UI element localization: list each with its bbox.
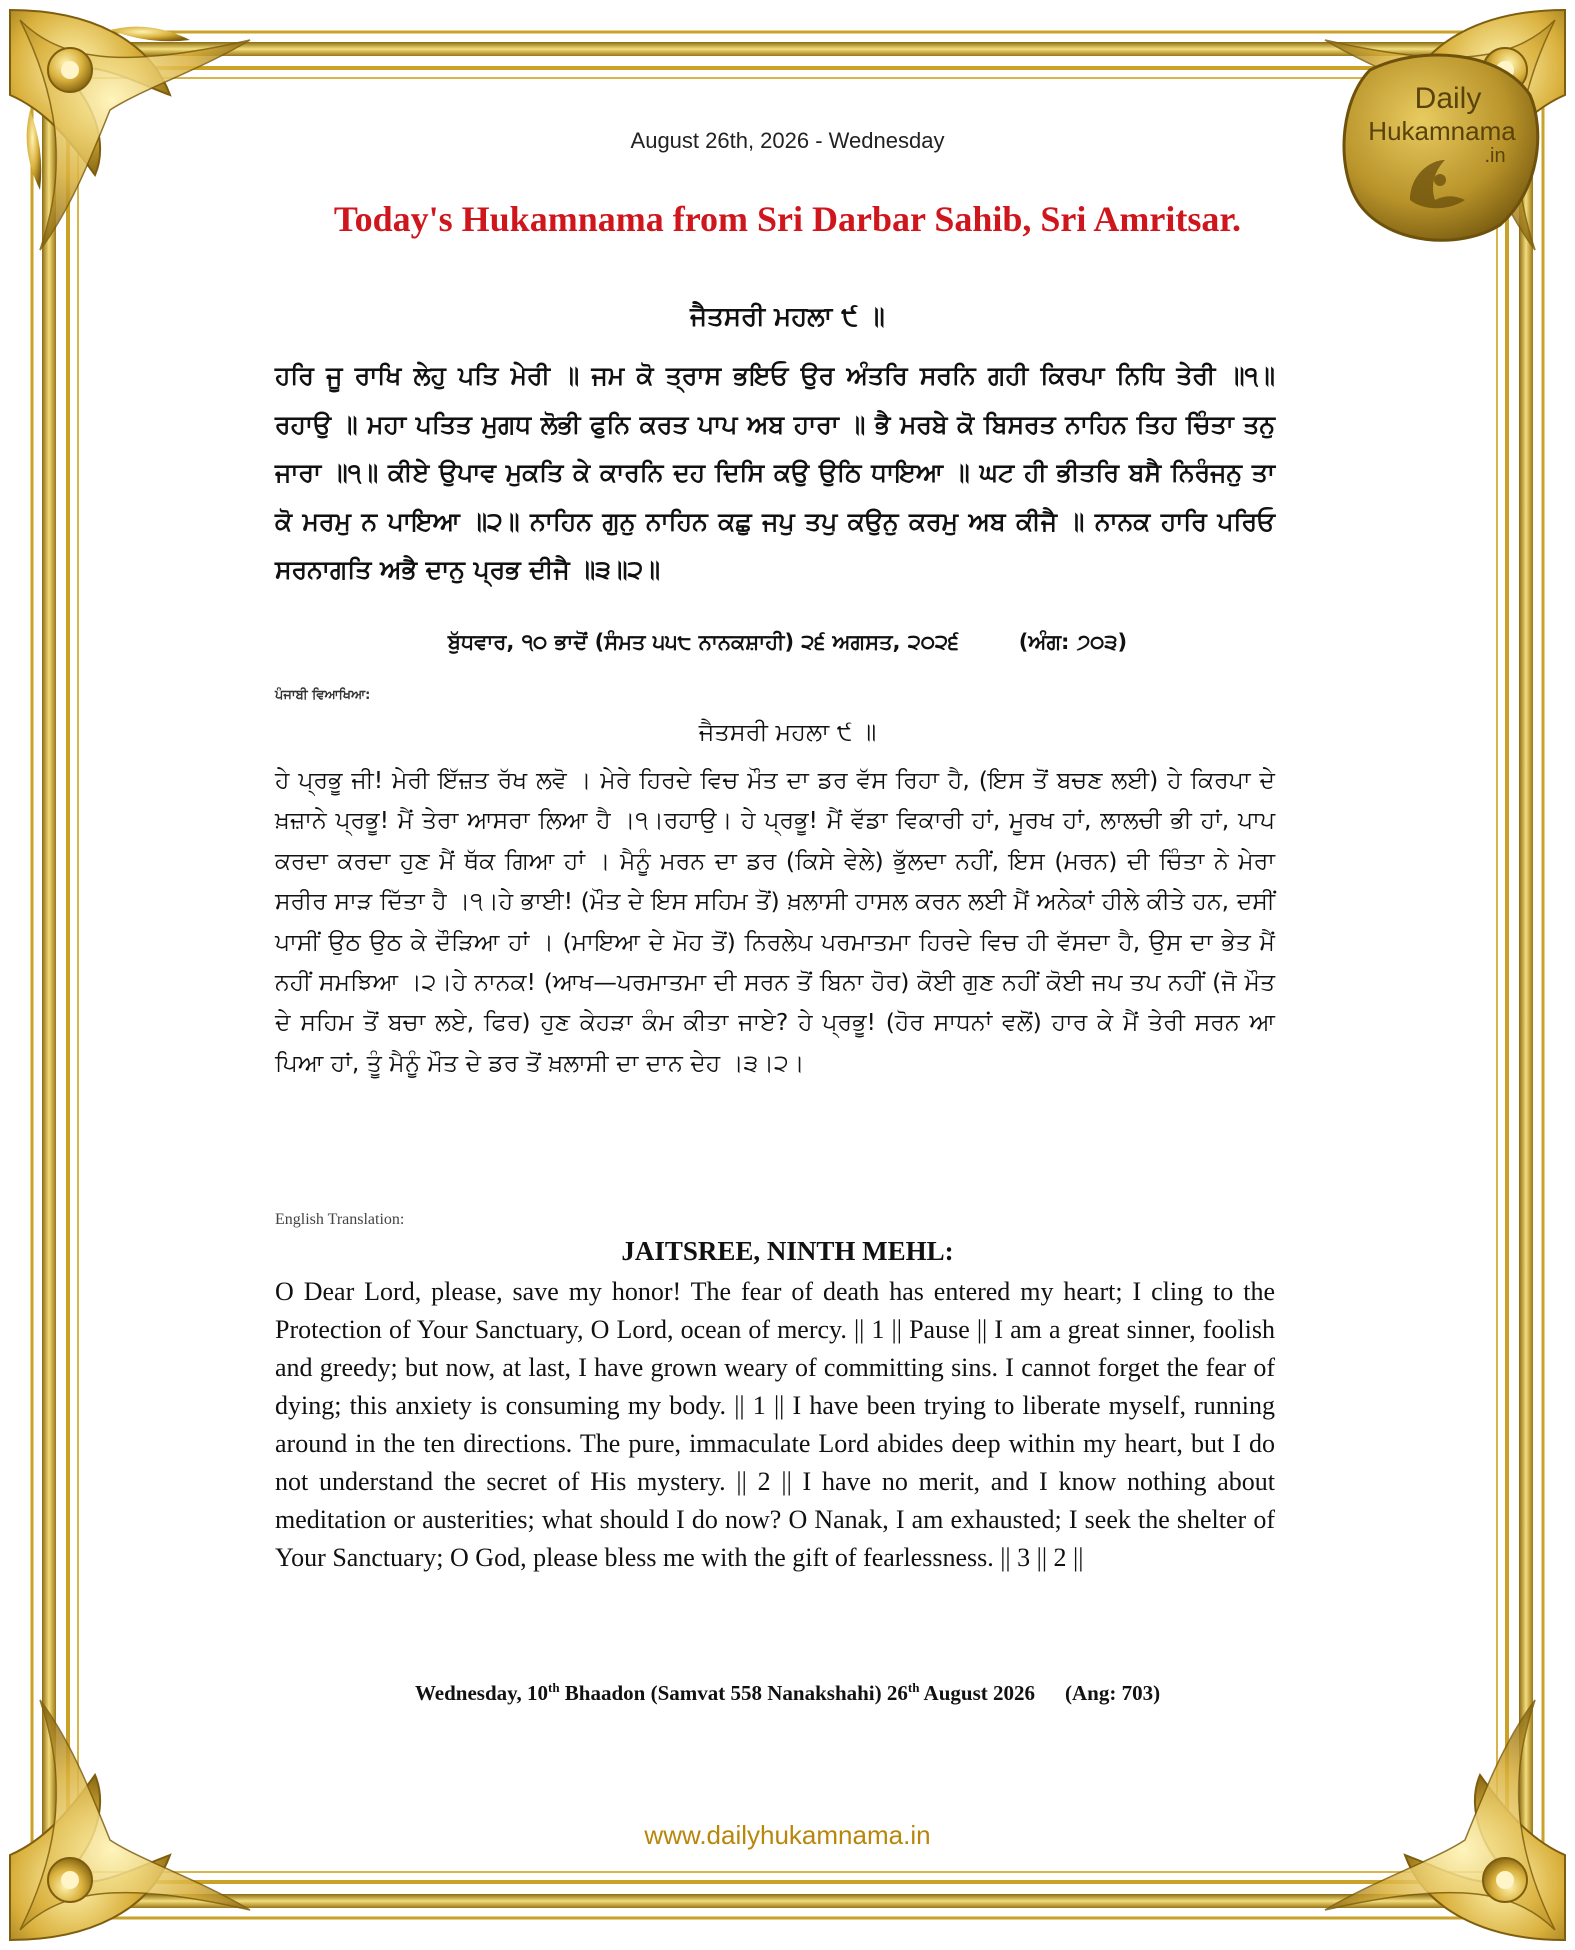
english-date-mid: Bhaadon (Samvat 558 Nanakshahi) 26 [559, 1681, 908, 1705]
english-translation-label: English Translation: [275, 1211, 405, 1228]
gurbani-text: ਹਰਿ ਜੂ ਰਾਖਿ ਲੇਹੁ ਪਤਿ ਮੇਰੀ ॥ ਜਮ ਕੋ ਤ੍ਰਾਸ ਭਇਓ ਉਰ ਅੰਤਰਿ ਸਰਨਿ ਗਹੀ ਕਿਰਪਾ ਨਿਧਿ ਤੇਰੀ ॥੧॥ ਰਹਾਉ ॥ ਮਹਾ ਪਤਿਤ ਮੁਗਧ ਲੋਭੀ ਫੁਨਿ ਕਰਤ ਪਾਪ ਅਬ ਹਾਰਾ ॥ ਭੈ ਮਰਬੇ ਕੋ ਬਿਸਰਤ ਨਾਹਿਨ ਤਿਹ ਚਿੰਤਾ ਤਨੁ ਜਾਰਾ ॥੧॥ ਕੀਏ ਉਪਾਵ ਮੁਕਤਿ ਕੇ ਕਾਰਨਿ ਦਹ ਦਿਸਿ ਕਉ ਉਠਿ ਧਾਇਆ ॥ ਘਟ ਹੀ ਭੀਤਰਿ ਬਸੈ ਨਿਰੰਜਨੁ ਤਾ ਕੋ ਮਰਮੁ ਨ ਪਾਇਆ ॥੨॥ ਨਾਹਿਨ ਗੁਨੁ ਨਾਹਿਨ ਕਛੁ ਜਪੁ ਤਪੁ ਕਉਨੁ ਕਰਮੁ ਅਬ ਕੀਜੈ ॥ ਨਾਨਕ ਹਾਰਿ ਪਰਿਓ ਸਰਨਾਗਤਿ ਅਭੈ ਦਾਨੁ ਪ੍ਰਭ ਦੀਜੈ ॥੩॥੨॥ [275, 361, 1275, 584]
page-title: Today's Hukamnama from Sri Darbar Sahib, Sri Amritsar. [333, 199, 1242, 239]
english-translation-heading: JAITSREE, NINTH MEHL: [621, 1236, 954, 1266]
gurbani-heading: ਜੈਤਸਰੀ ਮਹਲਾ ੯ ॥ [690, 302, 885, 332]
gurbani-ang: (ਅੰਗ: ੭੦੩) [1018, 630, 1128, 654]
punjabi-explanation-heading: ਜੈਤਸਰੀ ਮਹਲਾ ੯ ॥ [698, 718, 877, 746]
gurbani-date-line [0, 630, 1575, 655]
english-date-day: Wednesday, 10 [414, 1681, 548, 1705]
website-url[interactable]: www.dailyhukamnama.in [644, 1820, 931, 1850]
seal-text-in: .in [1484, 145, 1506, 167]
english-date-line [0, 1680, 1575, 1706]
english-date-end: August 2026 [919, 1681, 1035, 1705]
english-date-sup-1: th [547, 1680, 560, 1695]
punjabi-explanation-text: ਹੇ ਪ੍ਰਭੂ ਜੀ! ਮੇਰੀ ਇੱਜ਼ਤ ਰੱਖ ਲਵੋ । ਮੇਰੇ ਹਿਰਦੇ ਵਿਚ ਮੌਤ ਦਾ ਡਰ ਵੱਸ ਰਿਹਾ ਹੈ, (ਇਸ ਤੋਂ ਬਚਣ ਲਈ) ਹੇ ਕਿਰਪਾ ਦੇ ਖ਼ਜ਼ਾਨੇ ਪ੍ਰਭੂ! ਮੈਂ ਤੇਰਾ ਆਸਰਾ ਲਿਆ ਹੈ ।੧।ਰਹਾਉ। ਹੇ ਪ੍ਰਭੂ! ਮੈਂ ਵੱਡਾ ਵਿਕਾਰੀ ਹਾਂ, ਮੂਰਖ ਹਾਂ, ਲਾਲਚੀ ਭੀ ਹਾਂ, ਪਾਪ ਕਰਦਾ ਕਰਦਾ ਹੁਣ ਮੈਂ ਥੱਕ ਗਿਆ ਹਾਂ । ਮੈਨੂੰ ਮਰਨ ਦਾ ਡਰ (ਕਿਸੇ ਵੇਲੇ) ਭੁੱਲਦਾ ਨਹੀਂ, ਇਸ (ਮਰਨ) ਦੀ ਚਿੰਤਾ ਨੇ ਮੇਰਾ ਸਰੀਰ ਸਾੜ ਦਿੱਤਾ ਹੈ ।੧।ਹੇ ਭਾਈ! (ਮੌਤ ਦੇ ਇਸ ਸਹਿਮ ਤੋਂ) ਖ਼ਲਾਸੀ ਹਾਸਲ ਕਰਨ ਲਈ ਮੈਂ ਅਨੇਕਾਂ ਹੀਲੇ ਕੀਤੇ ਹਨ, ਦਸੀਂ ਪਾਸੀਂ ਉਠ ਉਠ ਕੇ ਦੌੜਿਆ ਹਾਂ । (ਮਾਇਆ ਦੇ ਮੋਹ ਤੋਂ) ਨਿਰਲੇਪ ਪਰਮਾਤਮਾ ਹਿਰਦੇ ਵਿਚ ਹੀ ਵੱਸਦਾ ਹੈ, ਉਸ ਦਾ ਭੇਤ ਮੈਂ ਨਹੀਂ ਸਮਝਿਆ ।੨।ਹੇ ਨਾਨਕ! (ਆਖ—ਪਰਮਾਤਮਾ ਦੀ ਸਰਨ ਤੋਂ ਬਿਨਾ ਹੋਰ) ਕੋਈ ਗੁਣ ਨਹੀਂ ਕੋਈ ਜਪ ਤਪ ਨਹੀਂ (ਜੋ ਮੌਤ ਦੇ ਸਹਿਮ ਤੋਂ ਬਚਾ ਲਏ, ਫਿਰ) ਹੁਣ ਕੇਹੜਾ ਕੰਮ ਕੀਤਾ ਜਾਏ? ਹੇ ਪ੍ਰਭੂ! (ਹੋਰ ਸਾਧਨਾਂ ਵਲੋਂ) ਹਾਰ ਕੇ ਮੈਂ ਤੇਰੀ ਸਰਨ ਆ ਪਿਆ ਹਾਂ, ਤੂੰ ਮੈਨੂੰ ਮੌਤ ਦੇ ਡਰ ਤੋਂ ਖ਼ਲਾਸੀ ਦਾ ਦਾਨ ਦੇਹ ।੩।੨। [275, 766, 1275, 1077]
punjabi-explanation-label: ਪੰਜਾਬੀ ਵਿਆਖਿਆ: [275, 688, 371, 703]
gurbani-date: ਬੁੱਧਵਾਰ, ੧੦ ਭਾਦੋਂ (ਸੰਮਤ ੫੫੮ ਨਾਨਕਸ਼ਾਹੀ) ੨੬ ਅਗਸਤ, ੨੦੨੬ [447, 630, 959, 654]
english-ang: (Ang: 703) [1064, 1681, 1161, 1705]
english-translation-text: O Dear Lord, please, save my honor! The fear of death has entered my heart; I cling to the Protection of Your Sanctuary, O Lord, ocean of mercy. || 1 || Pause || I am a great sinner, foolish and greedy; but now, at last, I have grown weary of committing sins. I cannot forget the fear of dying; this anxiety is consuming my body. || 1 || I have been trying to liberate myself, running around in the ten directions. The pure, immaculate Lord abides deep within my heart, but I do not understand the secret of His mystery. || 2 || I have no merit, and I know nothing about meditation or austerities; what should I do now? O Nanak, I am exhausted; I seek the shelter of Your Sanctuary; O God, please bless me with the gift of fearlessness. || 3 || 2 || [275, 1277, 1275, 1572]
english-date-sup-2: th [907, 1680, 920, 1695]
seal-text-daily: Daily [1414, 82, 1482, 115]
header-date: August 26th, 2026 - Wednesday [630, 128, 945, 153]
seal-text-hukamnama: Hukamnama [1368, 116, 1516, 146]
